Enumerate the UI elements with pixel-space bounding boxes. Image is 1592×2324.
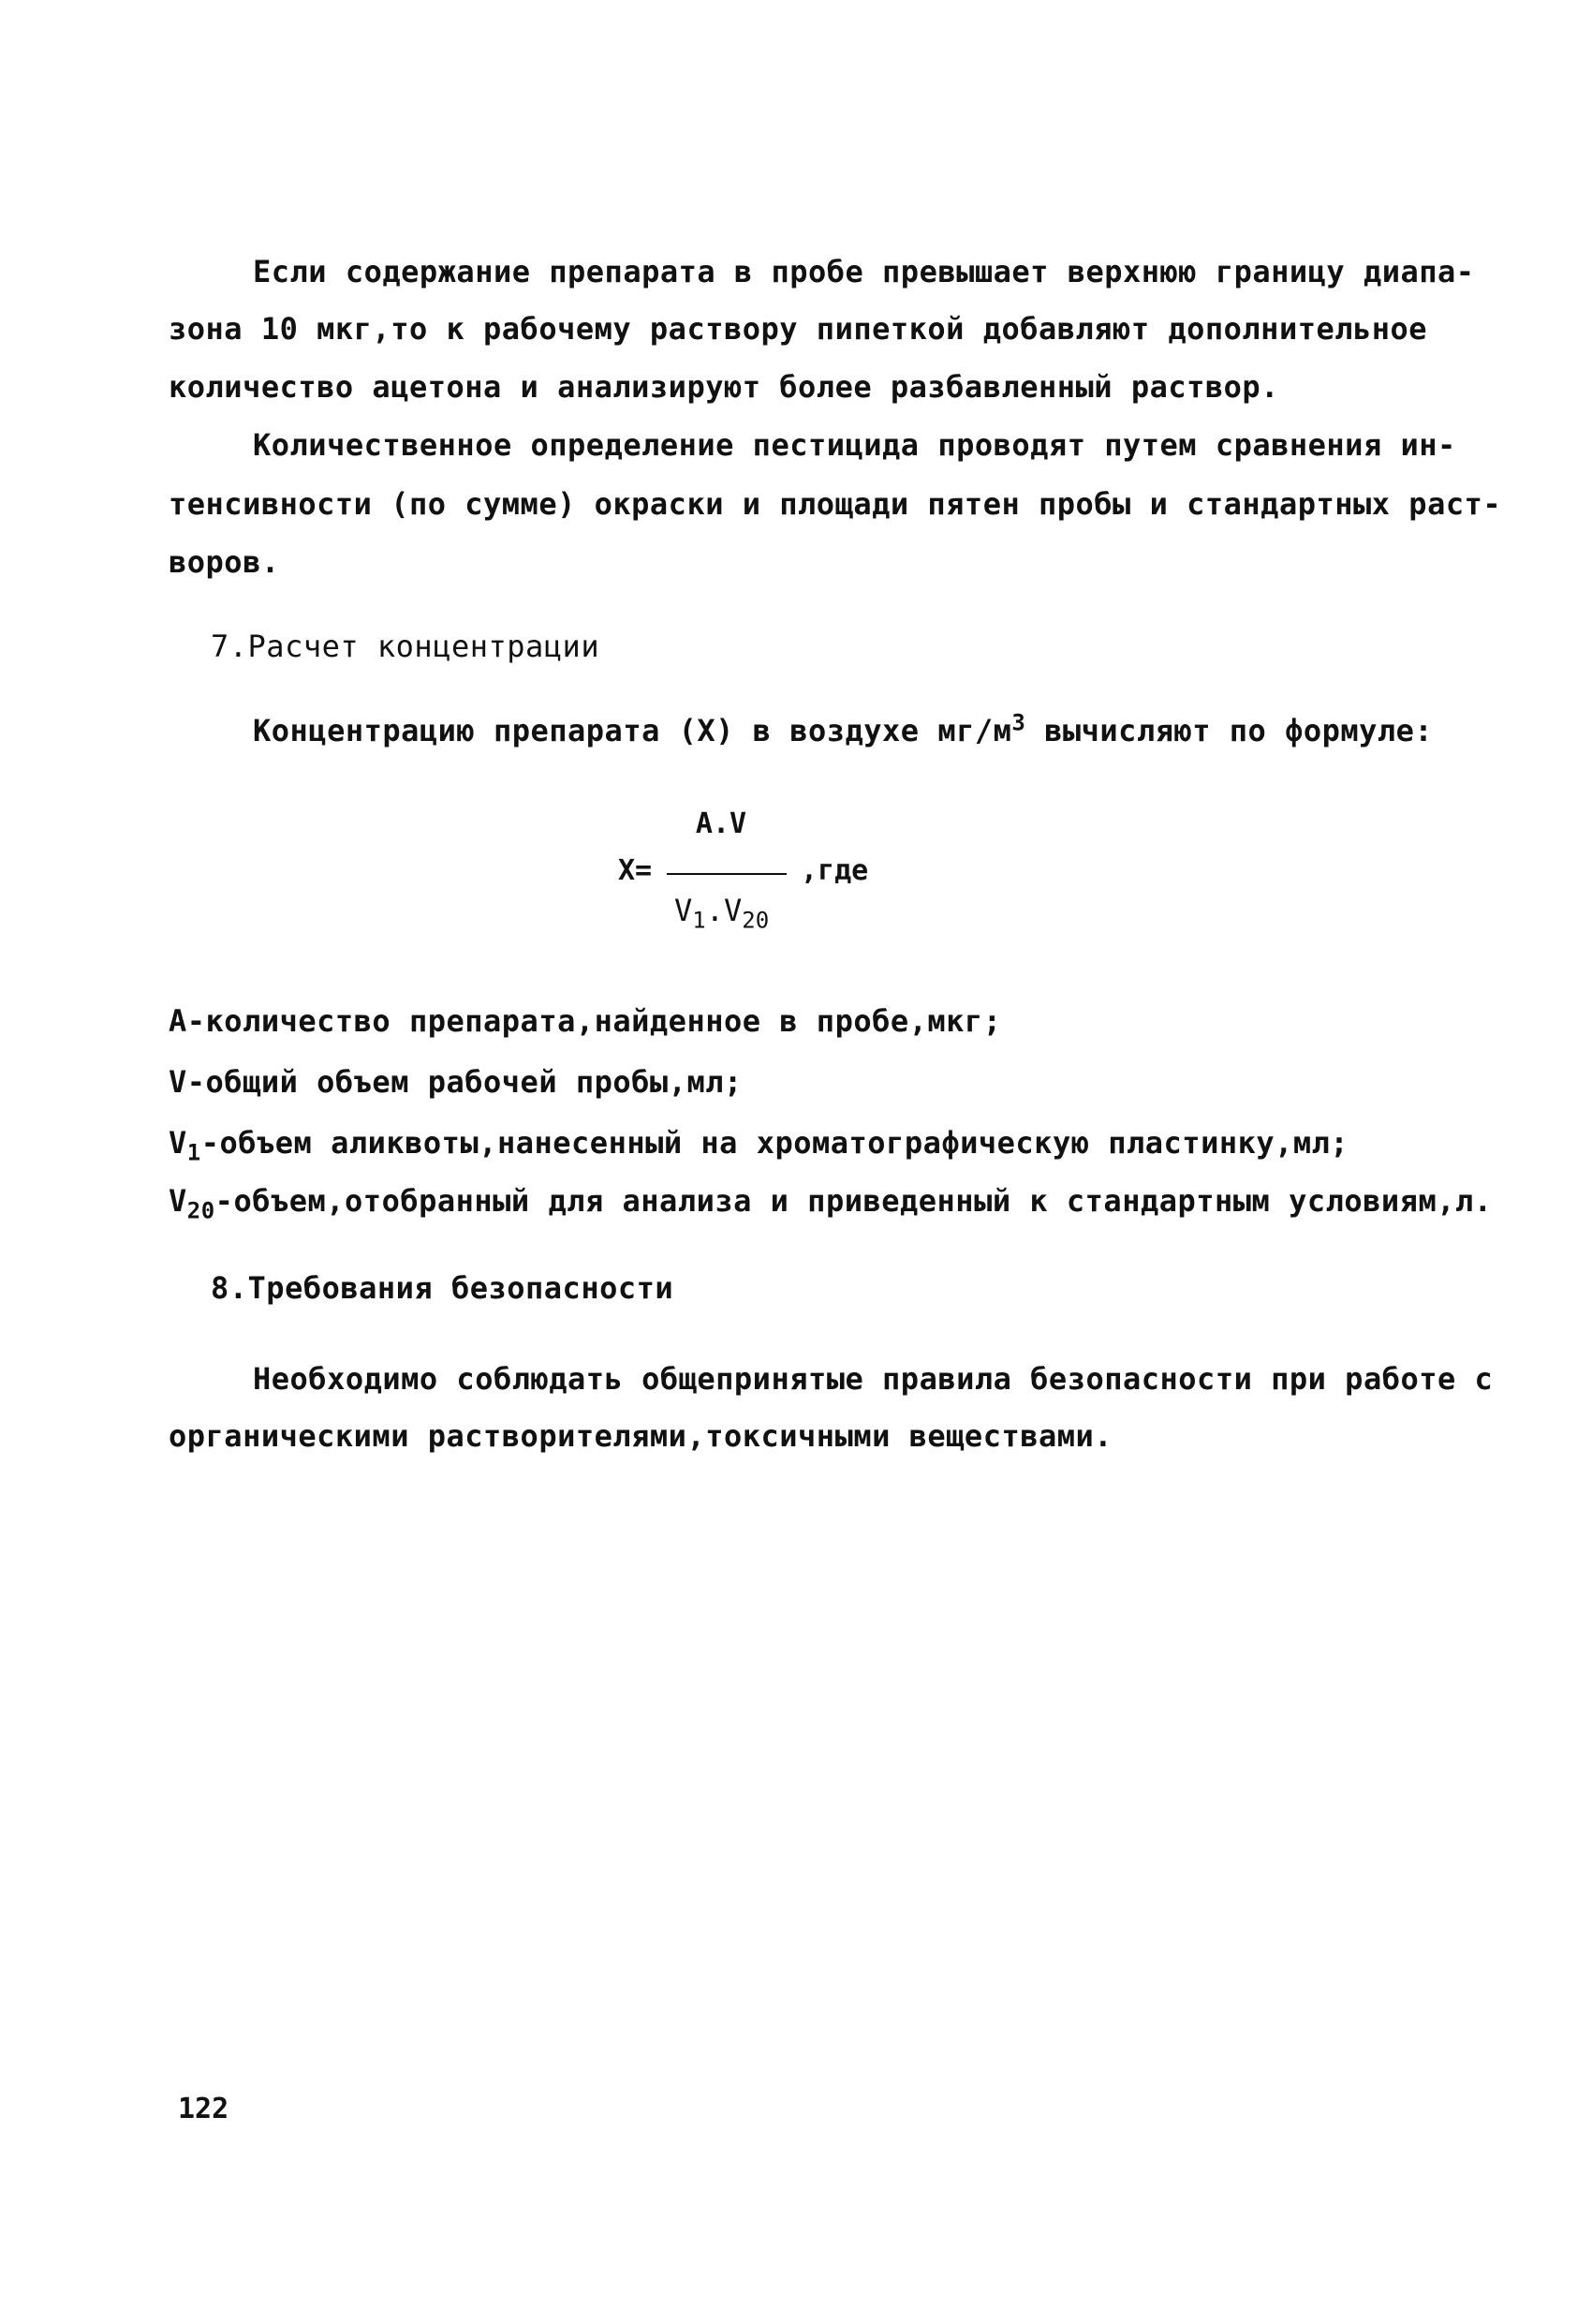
formula-where: ,где (801, 854, 869, 887)
intro-text-before: Концентрацию препарата (X) в воздухе мг/м (253, 713, 1012, 748)
intro-text-after: вычисляют по формуле: (1025, 713, 1434, 748)
concentration-formula (618, 806, 936, 955)
definition-v1 (169, 1124, 1349, 1166)
section-7-title: 7.Расчет концентрации (211, 629, 600, 664)
definition-v: V-общий объем рабочей пробы,мл; (169, 1064, 743, 1100)
denominator-v1: V (674, 893, 693, 928)
definition-v1-subscript: 1 (186, 1139, 201, 1166)
paragraph-2-line-2: тенсивности (по сумме) окраски и площади пятен пробы и стандартных раст- (169, 486, 1502, 522)
paragraph-1-line-1: Если содержание препарата в пробе превышает верхнюю границу диапа- (253, 254, 1475, 289)
formula-denominator (674, 892, 770, 934)
definition-v20-text: -объем,отобранный для анализа и приведенный к стандартным условиям,л. (214, 1183, 1493, 1219)
definition-v20-subscript: 20 (186, 1197, 215, 1224)
intro-superscript: 3 (1011, 709, 1026, 736)
section-8-title: 8.Требования безопасности (211, 1270, 674, 1306)
definition-a: A-количество препарата,найденное в пробе,мкг; (169, 1003, 1002, 1039)
formula-lhs: X= (618, 854, 653, 887)
formula-fraction-bar (667, 873, 787, 875)
page-number: 122 (178, 2093, 229, 2125)
denominator-dot-v: .V (705, 893, 743, 928)
paragraph-2-line-1: Количественное определение пестицида проводят путем сравнения ин- (253, 427, 1456, 463)
denominator-sub-20: 20 (742, 907, 770, 934)
definition-v1-text: -объем аликвоты,нанесенный на хроматографическую пластинку,мл; (200, 1125, 1349, 1161)
section-8-line-2: органическими растворителями,токсичными веществами. (169, 1418, 1113, 1454)
section-7-intro (253, 709, 1434, 749)
section-8-line-1: Необходимо соблюдать общепринятые правила безопасности при работе с (253, 1361, 1494, 1397)
definition-v20-symbol: V (169, 1183, 187, 1219)
definition-v1-symbol: V (169, 1125, 187, 1161)
paragraph-2-line-3: воров. (169, 544, 280, 580)
paragraph-1-line-2: зона 10 мкг,то к рабочему раствору пипеткой добавляют дополнительное (169, 311, 1428, 347)
denominator-sub-1: 1 (692, 907, 706, 934)
formula-numerator: A.V (695, 807, 747, 840)
definition-v20 (169, 1182, 1493, 1224)
paragraph-1-line-3: количество ацетона и анализируют более разбавленный раствор. (169, 369, 1279, 405)
